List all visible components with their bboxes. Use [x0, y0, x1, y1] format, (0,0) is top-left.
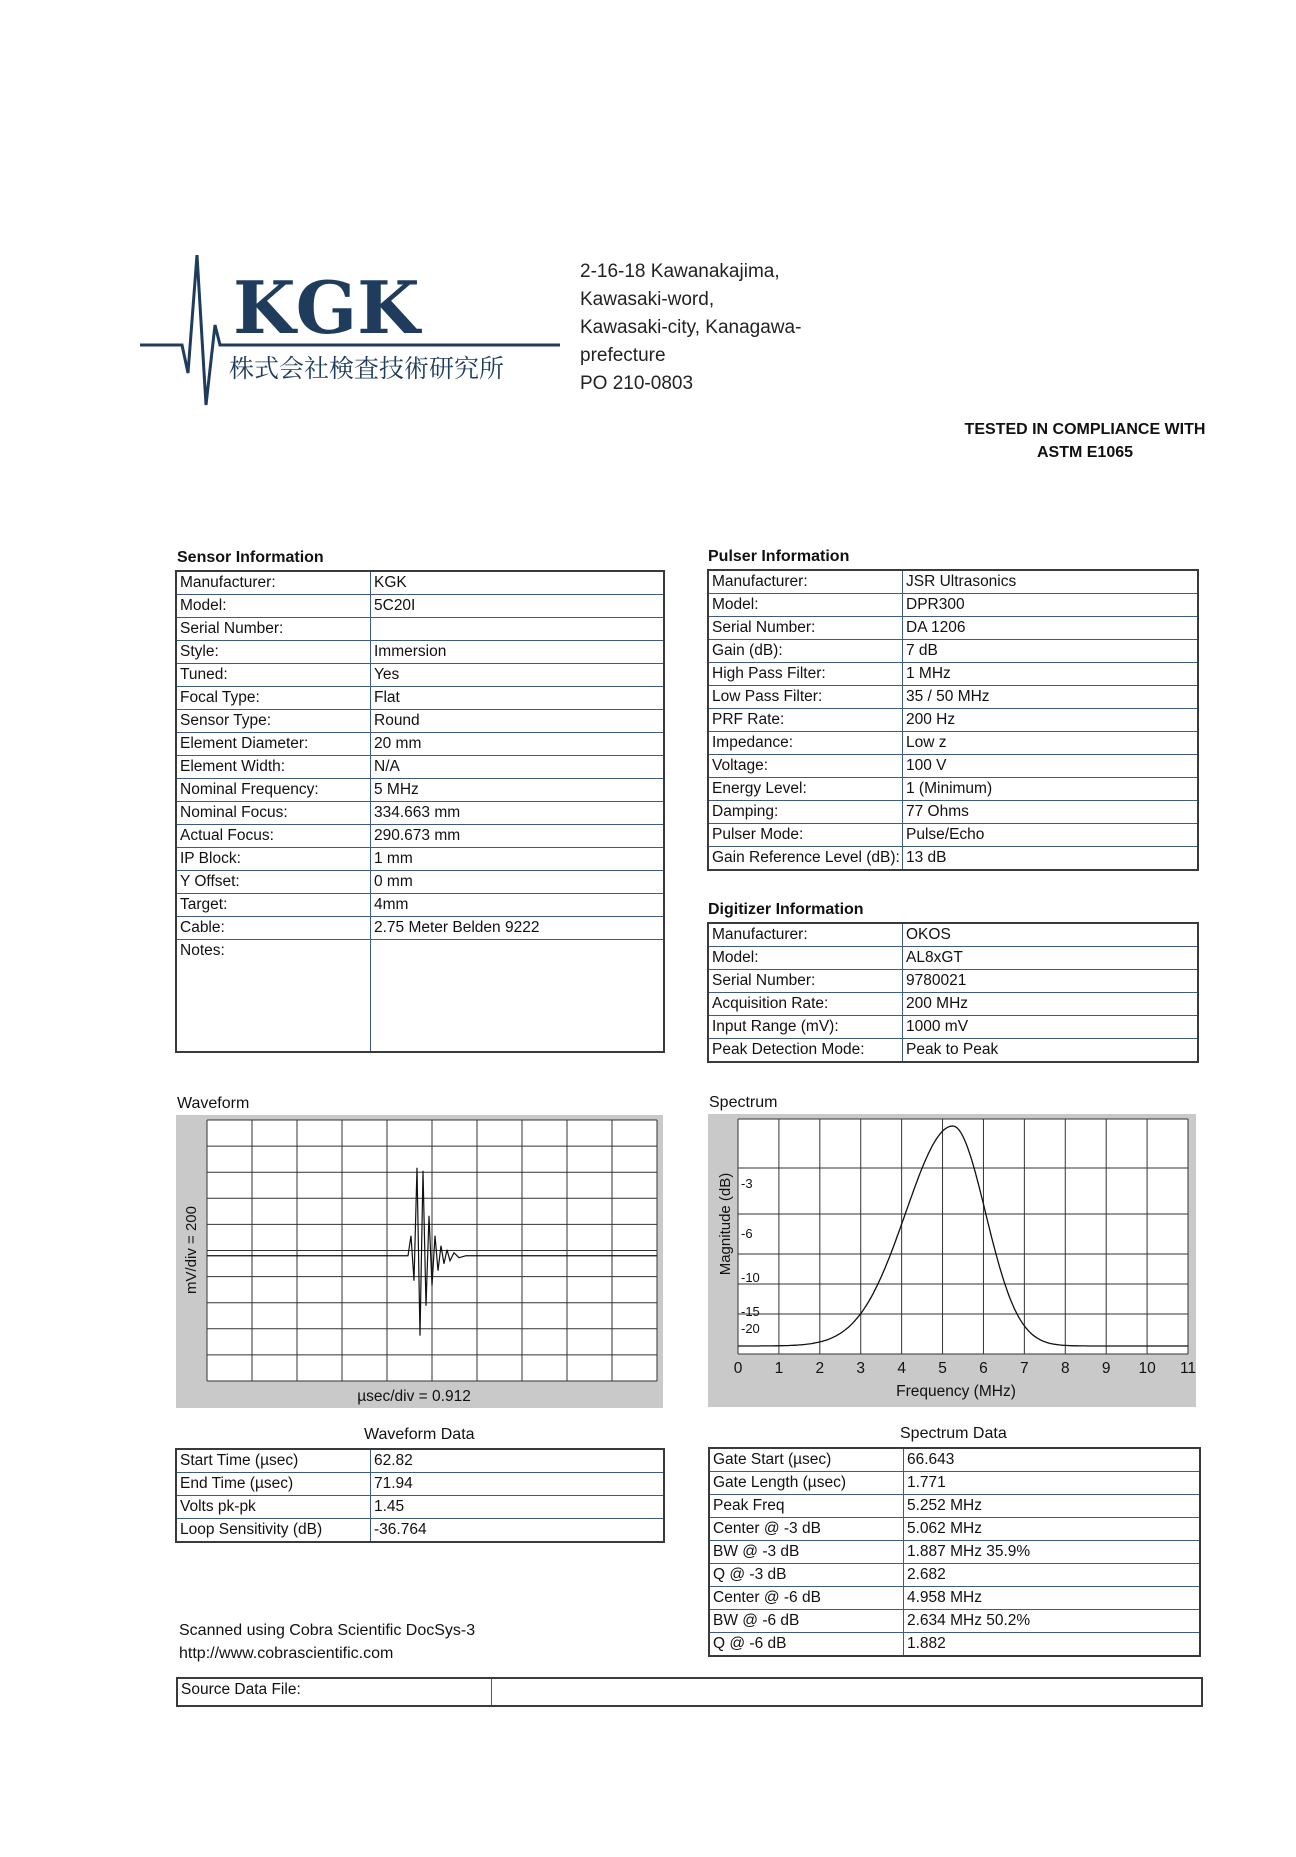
table-row [708, 923, 1198, 947]
row-label: Center @ -3 dB [709, 1518, 904, 1541]
row-value: 2.75 Meter Belden 9222 [371, 917, 665, 940]
row-label: Target: [176, 894, 371, 917]
row-value: Peak to Peak [903, 1039, 1199, 1063]
spectrum-x-ticks [734, 1360, 1196, 1377]
row-value: Yes [371, 664, 665, 687]
row-value: 7 dB [903, 640, 1199, 663]
table-row [708, 732, 1198, 755]
row-label: Actual Focus: [176, 825, 371, 848]
source-data-file-field [176, 1677, 1203, 1707]
table-row [708, 686, 1198, 709]
row-label: Serial Number: [176, 618, 371, 641]
table-row [176, 894, 664, 917]
spectrum-y-tick: -6 [741, 1226, 753, 1241]
row-label: Peak Freq [709, 1495, 904, 1518]
row-label: Manufacturer: [708, 570, 903, 594]
row-label: Gain Reference Level (dB): [708, 847, 903, 871]
table-row [708, 663, 1198, 686]
table-row [176, 848, 664, 871]
row-value: AL8xGT [903, 947, 1199, 970]
table-row [176, 1519, 664, 1543]
table-row [709, 1495, 1200, 1518]
row-label: Tuned: [176, 664, 371, 687]
spectrum-x-tick: 0 [733, 1360, 743, 1377]
spectrum-x-tick: 11 [1179, 1360, 1196, 1377]
table-row [709, 1472, 1200, 1495]
waveform-x-axis-label: µsec/div = 0.912 [357, 1388, 471, 1405]
row-label: Volts pk-pk [176, 1496, 371, 1519]
source-data-file-divider [491, 1679, 492, 1705]
company-address [580, 258, 801, 398]
spectrum-y-tick: -10 [741, 1270, 760, 1285]
row-value: 1.771 [904, 1472, 1201, 1495]
table-row [709, 1587, 1200, 1610]
spectrum-x-tick: 10 [1138, 1360, 1156, 1377]
table-row [176, 571, 664, 595]
table-row [176, 687, 664, 710]
spectrum-y-tick: -3 [741, 1176, 753, 1191]
table-row [709, 1610, 1200, 1633]
scan-credit-text: Scanned using Cobra Scientific DocSys-3 [179, 1622, 476, 1639]
row-label: IP Block: [176, 848, 371, 871]
row-label: Sensor Type: [176, 710, 371, 733]
row-label: Manufacturer: [708, 923, 903, 947]
row-value: 77 Ohms [903, 801, 1199, 824]
table-row [176, 618, 664, 641]
row-value: 200 Hz [903, 709, 1199, 732]
digitizer-info-title: Digitizer Information [708, 901, 864, 918]
row-value: Pulse/Echo [903, 824, 1199, 847]
row-value: JSR Ultrasonics [903, 570, 1199, 594]
row-value: 66.643 [904, 1448, 1201, 1472]
row-label: Loop Sensitivity (dB) [176, 1519, 371, 1543]
spectrum-y-axis-label: Magnitude (dB) [717, 1172, 734, 1276]
table-row [708, 570, 1198, 594]
sensor-info-table [175, 570, 665, 1053]
row-value: 5C20I [371, 595, 665, 618]
row-label: Element Width: [176, 756, 371, 779]
spectrum-x-tick: 6 [979, 1360, 988, 1377]
row-value: 1 mm [371, 848, 665, 871]
notes-row [176, 940, 664, 1053]
row-label: Manufacturer: [176, 571, 371, 595]
waveform-title: Waveform [177, 1095, 250, 1112]
waveform-data-title: Waveform Data [364, 1426, 475, 1443]
row-label: Element Diameter: [176, 733, 371, 756]
row-label: BW @ -6 dB [709, 1610, 904, 1633]
row-value: 1000 mV [903, 1016, 1199, 1039]
row-label: PRF Rate: [708, 709, 903, 732]
row-label: Model: [708, 594, 903, 617]
spectrum-x-tick: 9 [1101, 1360, 1111, 1377]
row-label: Y Offset: [176, 871, 371, 894]
row-value: 5.252 MHz [904, 1495, 1201, 1518]
notes-label: Notes: [176, 940, 371, 1053]
scan-credit [179, 1619, 475, 1665]
spectrum-x-tick: 1 [774, 1360, 784, 1377]
address-line: Kawasaki-word, [580, 289, 715, 310]
row-value [371, 618, 665, 641]
address-line: prefecture [580, 345, 666, 366]
spectrum-data-table [708, 1447, 1201, 1657]
spectrum-plot [708, 1114, 1196, 1407]
row-value: 5.062 MHz [904, 1518, 1201, 1541]
spectrum-x-tick: 5 [938, 1360, 947, 1377]
row-value: 1.45 [371, 1496, 665, 1519]
row-label: Style: [176, 641, 371, 664]
row-value: 5 MHz [371, 779, 665, 802]
logo-kgk-text: KGK [233, 265, 420, 350]
row-value: Immersion [371, 641, 665, 664]
table-row [708, 640, 1198, 663]
row-label: Gain (dB): [708, 640, 903, 663]
address-line: 2-16-18 Kawanakajima, [580, 261, 780, 282]
spectrum-plot-area [738, 1119, 1188, 1354]
row-value: Flat [371, 687, 665, 710]
row-label: Pulser Mode: [708, 824, 903, 847]
row-label: High Pass Filter: [708, 663, 903, 686]
table-row [176, 1473, 664, 1496]
source-data-file-label: Source Data File: [181, 1681, 301, 1698]
row-value: 20 mm [371, 733, 665, 756]
row-value: DPR300 [903, 594, 1199, 617]
waveform-data-table [175, 1448, 665, 1543]
scan-credit-url[interactable]: http://www.cobrascientific.com [179, 1645, 394, 1662]
row-value: OKOS [903, 923, 1199, 947]
table-row [708, 617, 1198, 640]
spectrum-x-axis-label: Frequency (MHz) [896, 1383, 1016, 1400]
row-label: Q @ -6 dB [709, 1633, 904, 1657]
compliance-line-1: TESTED IN COMPLIANCE WITH [964, 421, 1206, 438]
table-row [709, 1448, 1200, 1472]
row-value: 1.882 [904, 1633, 1201, 1657]
table-row [708, 755, 1198, 778]
table-row [176, 710, 664, 733]
table-row [176, 917, 664, 940]
logo-graphic [140, 255, 560, 415]
row-label: Voltage: [708, 755, 903, 778]
row-value: N/A [371, 756, 665, 779]
table-row [708, 594, 1198, 617]
pulser-info-title: Pulser Information [708, 548, 850, 565]
row-label: Model: [708, 947, 903, 970]
row-label: Impedance: [708, 732, 903, 755]
table-row [708, 709, 1198, 732]
row-label: End Time (µsec) [176, 1473, 371, 1496]
table-row [709, 1633, 1200, 1657]
table-row [176, 779, 664, 802]
waveform-y-axis-label: mV/div = 200 [183, 1206, 200, 1294]
row-value: 290.673 mm [371, 825, 665, 848]
table-row [708, 993, 1198, 1016]
table-row [708, 1016, 1198, 1039]
table-row [176, 1449, 664, 1473]
row-label: Energy Level: [708, 778, 903, 801]
row-label: Input Range (mV): [708, 1016, 903, 1039]
company-logo [140, 255, 560, 415]
table-row [708, 824, 1198, 847]
table-row [708, 778, 1198, 801]
table-row [709, 1541, 1200, 1564]
row-label: Center @ -6 dB [709, 1587, 904, 1610]
spectrum-x-tick: 4 [897, 1360, 906, 1377]
waveform-plot [176, 1115, 663, 1408]
table-row [708, 1039, 1198, 1063]
row-label: Peak Detection Mode: [708, 1039, 903, 1063]
row-value: 1 MHz [903, 663, 1199, 686]
compliance-line-2: ASTM E1065 [1036, 444, 1134, 461]
row-label: Nominal Frequency: [176, 779, 371, 802]
address-line: PO 210-0803 [580, 373, 694, 394]
row-label: Nominal Focus: [176, 802, 371, 825]
table-row [176, 1496, 664, 1519]
table-row [176, 871, 664, 894]
row-label: Focal Type: [176, 687, 371, 710]
table-row [709, 1564, 1200, 1587]
table-row [176, 756, 664, 779]
row-value: -36.764 [371, 1519, 665, 1543]
table-row [708, 847, 1198, 871]
row-value: 4mm [371, 894, 665, 917]
table-row [709, 1518, 1200, 1541]
row-label: Acquisition Rate: [708, 993, 903, 1016]
table-row [708, 947, 1198, 970]
row-label: Damping: [708, 801, 903, 824]
spectrum-title: Spectrum [709, 1094, 778, 1111]
row-value: 2.634 MHz 50.2% [904, 1610, 1201, 1633]
row-value: 35 / 50 MHz [903, 686, 1199, 709]
table-row [176, 733, 664, 756]
notes-value [371, 940, 665, 1053]
row-value: 2.682 [904, 1564, 1201, 1587]
row-value: Round [371, 710, 665, 733]
table-row [176, 595, 664, 618]
row-value: DA 1206 [903, 617, 1199, 640]
row-label: Gate Start (µsec) [709, 1448, 904, 1472]
row-value: 1.887 MHz 35.9% [904, 1541, 1201, 1564]
spectrum-x-tick: 2 [815, 1360, 825, 1377]
digitizer-info-table [707, 922, 1199, 1063]
address-line: Kawasaki-city, Kanagawa- [580, 317, 802, 338]
table-row [176, 641, 664, 664]
row-value: 4.958 MHz [904, 1587, 1201, 1610]
row-value: 1 (Minimum) [903, 778, 1199, 801]
row-value: 62.82 [371, 1449, 665, 1473]
table-row [708, 801, 1198, 824]
row-label: Serial Number: [708, 970, 903, 993]
row-value: Low z [903, 732, 1199, 755]
row-value: 13 dB [903, 847, 1199, 871]
table-row [176, 825, 664, 848]
waveform-chart [176, 1115, 663, 1408]
row-label: Model: [176, 595, 371, 618]
spectrum-y-tick: -20 [741, 1321, 760, 1336]
row-value: 9780021 [903, 970, 1199, 993]
row-label: Start Time (µsec) [176, 1449, 371, 1473]
spectrum-x-tick: 8 [1060, 1360, 1070, 1377]
row-value: 71.94 [371, 1473, 665, 1496]
row-label: Gate Length (µsec) [709, 1472, 904, 1495]
row-value: 0 mm [371, 871, 665, 894]
table-row [176, 802, 664, 825]
row-label: Q @ -3 dB [709, 1564, 904, 1587]
logo-subtitle: 株式会社検査技術研究所 [229, 354, 505, 383]
row-label: Serial Number: [708, 617, 903, 640]
spectrum-data-title: Spectrum Data [900, 1425, 1007, 1442]
table-row [176, 664, 664, 687]
row-value: 200 MHz [903, 993, 1199, 1016]
spectrum-y-tick: -15 [741, 1304, 760, 1319]
table-row [708, 970, 1198, 993]
sensor-info-title: Sensor Information [177, 549, 324, 566]
pulser-info-table [707, 569, 1199, 871]
row-value: 100 V [903, 755, 1199, 778]
spectrum-chart [708, 1114, 1196, 1407]
spectrum-x-tick: 7 [1020, 1360, 1029, 1377]
row-label: BW @ -3 dB [709, 1541, 904, 1564]
row-label: Low Pass Filter: [708, 686, 903, 709]
spectrum-x-tick: 3 [856, 1360, 866, 1377]
compliance-note [880, 418, 1290, 464]
row-value: 334.663 mm [371, 802, 665, 825]
row-label: Cable: [176, 917, 371, 940]
row-value: KGK [371, 571, 665, 595]
